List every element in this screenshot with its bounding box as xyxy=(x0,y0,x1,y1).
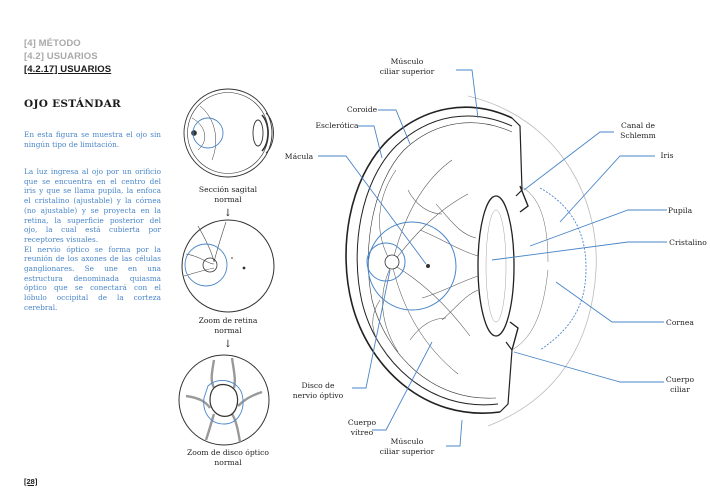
ciliary-body-upper xyxy=(512,118,522,196)
cornea-blue-arc xyxy=(540,188,586,350)
body-text xyxy=(24,167,161,313)
macula-region-ring xyxy=(368,222,456,310)
optic-disc-caption-2: normal xyxy=(214,458,242,467)
optic-disc-zoom-illustration xyxy=(179,355,269,445)
optic-disc xyxy=(385,255,399,269)
arrow-down-icon: ↓ xyxy=(223,339,233,350)
sagittal-caption-1: Sección sagital xyxy=(198,185,258,194)
label-cornea: Cornea xyxy=(666,318,694,327)
page-number: [28] xyxy=(24,477,38,486)
ciliary-body-lower xyxy=(500,342,512,412)
optic-disc-caption-1: Zoom de disco óptico xyxy=(187,448,269,457)
mini-views-diagram xyxy=(170,88,290,468)
label-iris: Iris xyxy=(660,151,674,160)
intro-paragraph: En esta figura se muestra el ojo sin ningún tipo de limitación. xyxy=(24,130,161,149)
label-cuerpo-ciliar-1: Cuerpo xyxy=(665,375,695,384)
breadcrumb-level-2: [4.2] USUARIOS xyxy=(24,51,98,62)
label-disco-1: Disco de xyxy=(301,381,335,390)
label-disco-2: nervio óptivo xyxy=(292,391,344,400)
sagittal-section-illustration xyxy=(184,89,274,177)
retina-caption-1: Zoom de retina xyxy=(198,316,258,325)
label-canal-2: Schlemm xyxy=(620,131,656,140)
retina-zoom-illustration xyxy=(182,220,274,312)
label-coroide: Coroide xyxy=(346,105,378,114)
label-musculo-superior-2: ciliar superior xyxy=(379,67,435,76)
crystalline-lens xyxy=(478,196,514,336)
paragraph-light: La luz ingresa al ojo por un orificio que se encuentra en el centro del iris y que se llama pupila, la enfoca el cristalino (ajustable) y la córnea (no ajustable) y se proyecta en la retina, la superficie posterior del ojo, la cual está cubierta por receptores visuales. xyxy=(24,167,161,244)
arrow-down-icon: ↓ xyxy=(223,208,233,219)
label-cristalino: Cristalino xyxy=(669,238,707,247)
page-title: OJO ESTÁNDAR xyxy=(24,98,122,110)
label-cuerpo-ciliar-2: ciliar xyxy=(670,385,690,394)
retina-zoom-ring xyxy=(185,244,227,286)
label-musculo-inferior-1: Músculo xyxy=(390,437,424,446)
sagittal-caption-2: normal xyxy=(214,195,242,204)
iris-lower xyxy=(510,322,518,350)
label-esclerotica: Esclerótica xyxy=(315,121,359,130)
paragraph-optic-nerve: El nervio óptico se forma por la reunión de los axones de las células ganglionares. Se une en una estructura denominada quiasma óptico que se conectará con el lóbulo occipital de la corteza cerebral. xyxy=(24,244,161,312)
label-vitreo-1: Cuerpo xyxy=(347,418,377,427)
macula-dot xyxy=(426,264,430,268)
eye-diagram xyxy=(280,50,710,460)
label-macula: Mácula xyxy=(284,152,314,161)
breadcrumb-level-3: [4.2.17] USUARIOS xyxy=(24,64,112,75)
label-pupila: Pupila xyxy=(667,206,693,215)
label-vitreo-2: vítreo xyxy=(350,428,374,437)
sagittal-zoom-ring xyxy=(193,118,223,148)
label-canal-1: Canal de xyxy=(621,121,655,130)
retina-caption-2: normal xyxy=(214,326,242,335)
breadcrumb-level-1: [4] MÉTODO xyxy=(24,38,81,49)
label-musculo-inferior-2: ciliar superior xyxy=(379,447,435,456)
label-musculo-superior-1: Músculo xyxy=(390,57,424,66)
